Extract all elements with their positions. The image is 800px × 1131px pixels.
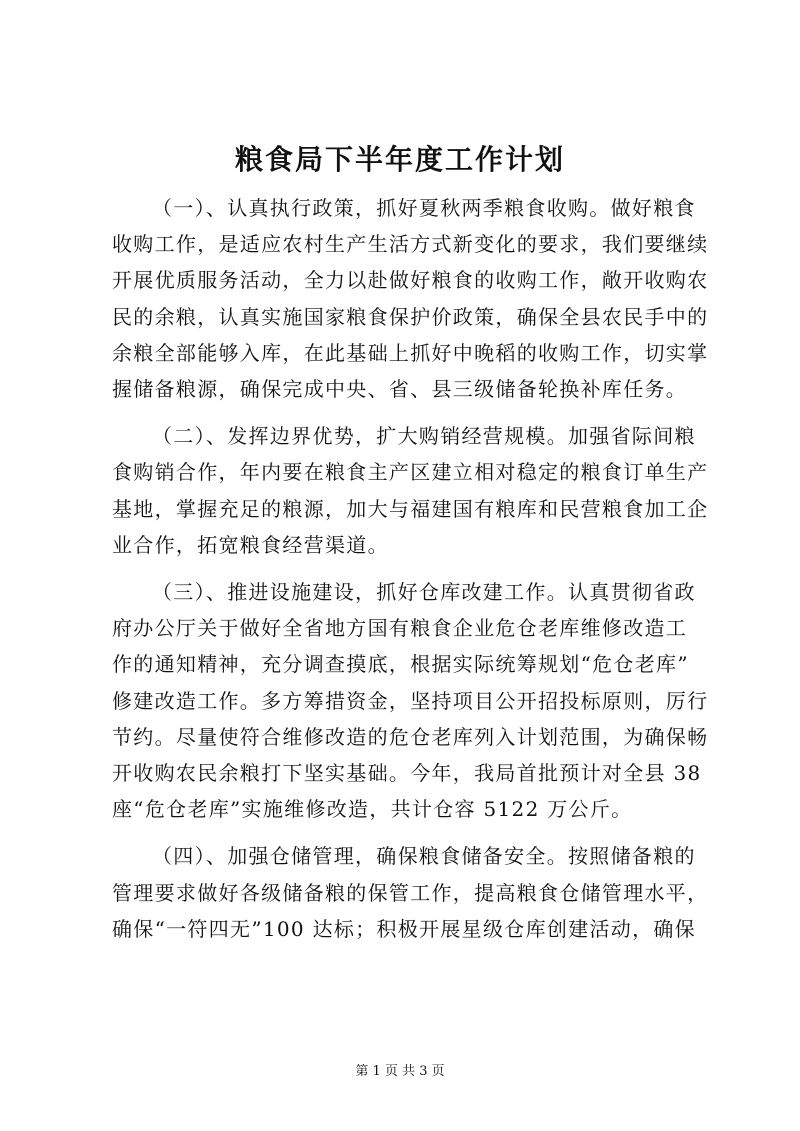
- paragraph-line: （三）、推进设施建设，抓好仓库改建工作。认真贯彻省政: [152, 580, 696, 605]
- paragraph-line: 确保“一符四无”100 达标；积极开展星级仓库创建活动，确保: [112, 916, 696, 941]
- paragraph-line: 握储备粮源，确保完成中央、省、县三级储备轮换补库任务。: [112, 377, 688, 402]
- paragraph-2: [112, 418, 709, 563]
- paragraph-line: 民的余粮，认真实施国家粮食保护价政策，确保全县农民手中的: [112, 304, 709, 329]
- paragraph-line: 食购销合作，年内要在粮食主产区建立相对稳定的粮食订单生产: [112, 460, 709, 485]
- paragraph-line: 座“危仓老库”实施维修改造，共计仓容 5122 万公斤。: [112, 797, 633, 822]
- paragraph-line: 业合作，拓宽粮食经营渠道。: [112, 532, 389, 557]
- paragraph-line: 作的通知精神，充分调查摸底，根据实际统筹规划“危仓老库”: [112, 652, 689, 677]
- paragraph-line: 收购工作，是适应农村生产生活方式新变化的要求，我们要继续: [112, 232, 709, 257]
- paragraph-line: 开收购农民余粮打下坚实基础。今年，我局首批预计对全县 38: [112, 761, 702, 786]
- paragraph-line: （一）、认真执行政策，抓好夏秋两季粮食收购。做好粮食: [152, 196, 696, 220]
- paragraph-3: [112, 574, 709, 827]
- paragraph-line: 基地，掌握充足的粮源，加大与福建国有粮库和民营粮食加工企: [112, 496, 709, 521]
- paragraph-line: 余粮全部能够入库，在此基础上抓好中晚稻的收购工作，切实掌: [112, 340, 709, 365]
- paragraph-line: 开展优质服务活动，全力以赴做好粮食的收购工作，敞开收购农: [112, 268, 709, 293]
- paragraph-4: [112, 838, 709, 947]
- paragraph-line: （二）、发挥边界优势，扩大购销经营规模。加强省际间粮: [152, 424, 696, 449]
- paragraph-line: 管理要求做好各级储备粮的保管工作，提高粮食仓储管理水平，: [112, 880, 709, 905]
- paragraph-line: 节约。尽量使符合维修改造的危仓老库列入计划范围，为确保畅: [112, 724, 709, 749]
- paragraph-line: （四）、加强仓储管理，确保粮食储备安全。按照储备粮的: [152, 844, 696, 869]
- paragraph-1: [112, 190, 709, 407]
- page-footer: 第 1 页 共 3 页: [355, 1064, 445, 1079]
- paragraph-line: 修建改造工作。多方筹措资金，坚持项目公开招投标原则，厉行: [112, 688, 709, 713]
- paragraph-line: 府办公厅关于做好全省地方国有粮食企业危仓老库维修改造工: [112, 616, 688, 641]
- document-body: [112, 190, 709, 947]
- document-title: 粮食局下半年度工作计划: [234, 143, 565, 176]
